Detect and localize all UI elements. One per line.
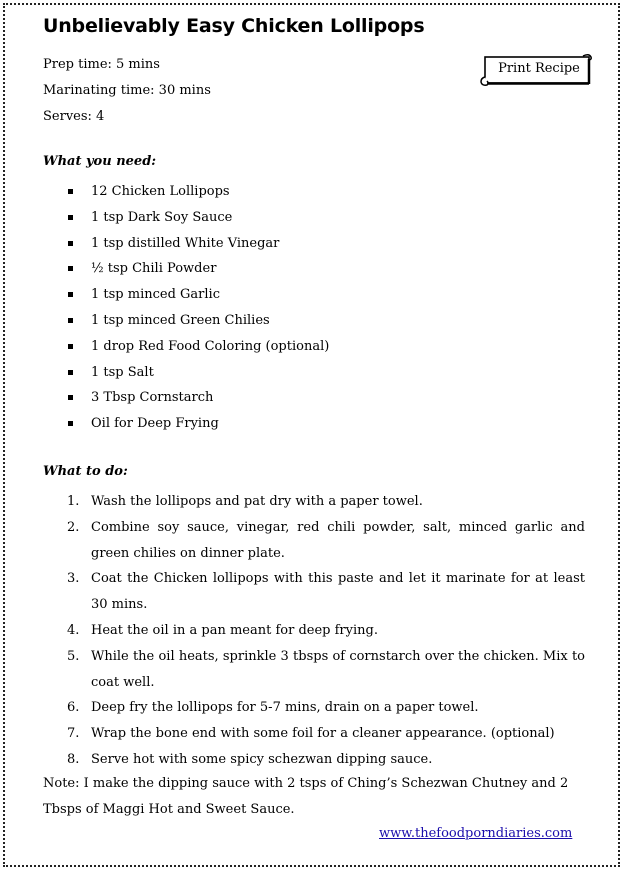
website-link[interactable]: www.thefoodporndiaries.com [379, 826, 573, 841]
recipe-title: Unbelievably Easy Chicken Lollipops [43, 15, 425, 37]
direction-step: 5. While the oil heats, sprinkle 3 tbsps of cornstarch over the chicken. Mix to coat well. [67, 648, 585, 690]
serves: Serves: 4 [43, 109, 105, 124]
ingredient-item: ½ tsp Chili Powder [43, 256, 329, 282]
ingredient-item: 1 tsp Dark Soy Sauce [43, 205, 329, 231]
bullet-icon [68, 266, 73, 271]
prep-time: Prep time: 5 mins [43, 57, 160, 72]
ingredients-heading: What you need: [43, 154, 157, 169]
sauce-note: Note: I make the dipping sauce with 2 tsps of Ching’s Schezwan Chutney and 2 Tbsps of Maggi Hot and Sweet Sauce. [43, 776, 569, 817]
ingredient-item: 1 tsp minced Garlic [43, 282, 329, 308]
ingredient-item: Oil for Deep Frying [43, 411, 329, 437]
direction-step: 6. Deep fry the lollipops for 5-7 mins, drain on a paper towel. [67, 700, 479, 716]
print-recipe-button[interactable] [479, 51, 594, 89]
direction-step: 1. Wash the lollipops and pat dry with a paper towel. [67, 494, 423, 509]
bullet-icon [68, 241, 73, 246]
bullet-icon [68, 370, 73, 375]
direction-step: 7. Wrap the bone end with some foil for a cleaner appearance. (optional) [67, 726, 555, 742]
recipe-meta [43, 52, 211, 130]
directions-heading: What to do: [43, 464, 128, 479]
marinating-time: Marinating time: 30 mins [43, 83, 211, 98]
ingredient-item: 1 tsp Salt [43, 360, 329, 386]
bullet-icon [68, 318, 73, 323]
direction-step: 2. Combine soy sauce, vinegar, red chili powder, salt, minced garlic and green chilies on dinner plate. [67, 519, 585, 561]
print-recipe-label: Print Recipe [498, 61, 580, 76]
ingredient-item: 1 tsp distilled White Vinegar [43, 231, 329, 257]
ingredient-item: 1 drop Red Food Coloring (optional) [43, 334, 329, 360]
bullet-icon [68, 189, 73, 194]
direction-step: 4. Heat the oil in a pan meant for deep frying. [67, 622, 378, 638]
bullet-icon [68, 344, 73, 349]
ingredient-item: 3 Tbsp Cornstarch [43, 385, 329, 411]
bullet-icon [68, 395, 73, 400]
ingredients-list [43, 179, 329, 437]
bullet-icon [68, 215, 73, 220]
direction-step: 8. Serve hot with some spicy schezwan dipping sauce. [67, 751, 433, 767]
ingredient-item: 1 tsp minced Green Chilies [43, 308, 329, 334]
bullet-icon [68, 292, 73, 297]
recipe-card [3, 3, 620, 867]
directions-list [43, 489, 585, 773]
bullet-icon [68, 421, 73, 426]
direction-step: 3. Coat the Chicken lollipops with this paste and let it marinate for at least 30 mins. [67, 571, 585, 613]
ingredient-item: 12 Chicken Lollipops [43, 179, 329, 205]
